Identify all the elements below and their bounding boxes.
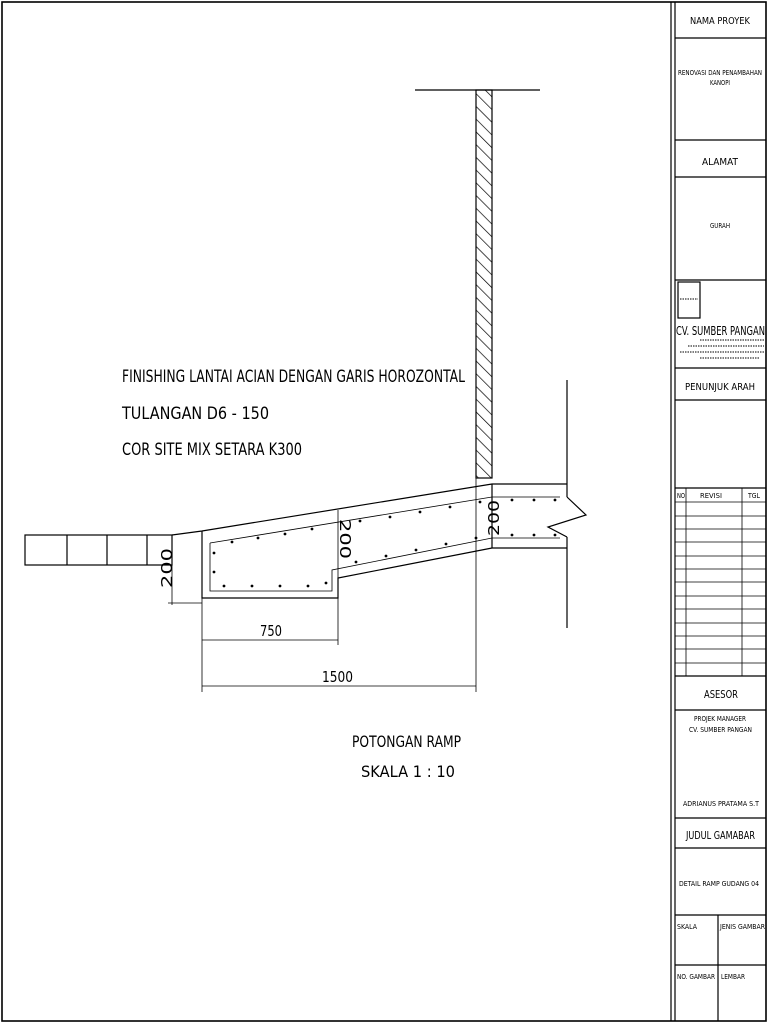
- rebar-dot: [533, 499, 536, 502]
- revision-header-no: NO: [677, 492, 686, 500]
- title-block-separators: [675, 38, 766, 1021]
- rebar-dot: [511, 534, 514, 537]
- address-value: GURAH: [710, 222, 730, 230]
- revision-header-revisi: REVISI: [700, 492, 722, 500]
- assessor-role-line2: CV. SUMBER PANGAN: [689, 726, 752, 734]
- project-label: NAMA PROYEK: [690, 16, 751, 27]
- rebar-dot: [279, 585, 282, 588]
- assessor-role-line1: PROJEK MANAGER: [694, 715, 747, 723]
- rebar-dot: [213, 552, 216, 555]
- project-name-line1: RENOVASI DAN PENAMBAHAN: [678, 69, 762, 77]
- rebar-dot: [231, 541, 234, 544]
- rebar-dot: [554, 534, 557, 537]
- project-name-line2: KANOPI: [710, 79, 730, 87]
- dimension-right-thickness: 200: [485, 507, 503, 536]
- note-finishing: FINISHING LANTAI ACIAN DENGAN GARIS HOROZONTAL: [122, 367, 466, 387]
- drawing-title: DETAIL RAMP GUDANG 04: [679, 880, 760, 888]
- dimension-1500: 1500: [322, 668, 353, 686]
- assessor-name: ADRIANUS PRATAMA S.T: [683, 800, 760, 808]
- rebar-dot: [325, 582, 328, 585]
- rebar-dot: [415, 549, 418, 552]
- sheet-no-label: NO. GAMBAR: [677, 973, 716, 981]
- rebar-dot: [419, 511, 422, 514]
- rebar-dot: [511, 499, 514, 502]
- company-name: CV. SUMBER PANGAN: [676, 324, 765, 338]
- address-label: ALAMAT: [702, 157, 739, 168]
- revision-table: [675, 488, 766, 676]
- section-scale: SKALA 1 : 10: [361, 762, 455, 781]
- title-block: [671, 2, 766, 1021]
- rebar-dot: [223, 585, 226, 588]
- drawing-title-label: JUDUL GAMABAR: [685, 829, 756, 842]
- sheet-border: [2, 2, 766, 1021]
- dimension-mid-thickness: 200: [336, 519, 354, 548]
- rebar-dot: [449, 506, 452, 509]
- ramp-section-drawing: [25, 90, 586, 781]
- rebar-dot: [385, 555, 388, 558]
- rebar-dot: [311, 528, 314, 531]
- rebar-dot: [307, 585, 310, 588]
- hatched-column: [476, 90, 492, 478]
- rebar-dot: [479, 501, 482, 504]
- dimension-750: 750: [260, 622, 282, 640]
- dimension-left-thickness: 200: [158, 559, 176, 588]
- revision-header-tgl: TGL: [747, 492, 761, 500]
- rebar-dot: [533, 534, 536, 537]
- rebar-dot: [389, 516, 392, 519]
- rebar-dot: [359, 520, 362, 523]
- direction-label: PENUNJUK ARAH: [685, 382, 755, 393]
- rebar-dot: [284, 533, 287, 536]
- rebar-dot: [355, 561, 358, 564]
- rebar-dot: [251, 585, 254, 588]
- rebar-dot: [554, 499, 557, 502]
- dimension-lines: [168, 478, 476, 692]
- assessor-label: ASESOR: [704, 688, 739, 701]
- scale-label: SKALA: [677, 923, 698, 931]
- existing-floor: [25, 535, 172, 565]
- rebar-dot: [257, 537, 260, 540]
- note-concrete: COR SITE MIX SETARA K300: [122, 440, 302, 460]
- rebar-dots: [213, 499, 557, 588]
- type-label: JENIS GAMBAR: [719, 923, 766, 931]
- reinforcement: [210, 497, 560, 591]
- sheet-label: LEMBAR: [721, 973, 746, 981]
- section-title: POTONGAN RAMP: [352, 732, 462, 751]
- rebar-dot: [445, 543, 448, 546]
- note-reinforcement: TULANGAN D6 - 150: [121, 404, 270, 424]
- company-logo: [678, 282, 700, 318]
- company-address-fineprint: [680, 340, 764, 358]
- rebar-dot: [213, 571, 216, 574]
- break-line: [548, 380, 586, 628]
